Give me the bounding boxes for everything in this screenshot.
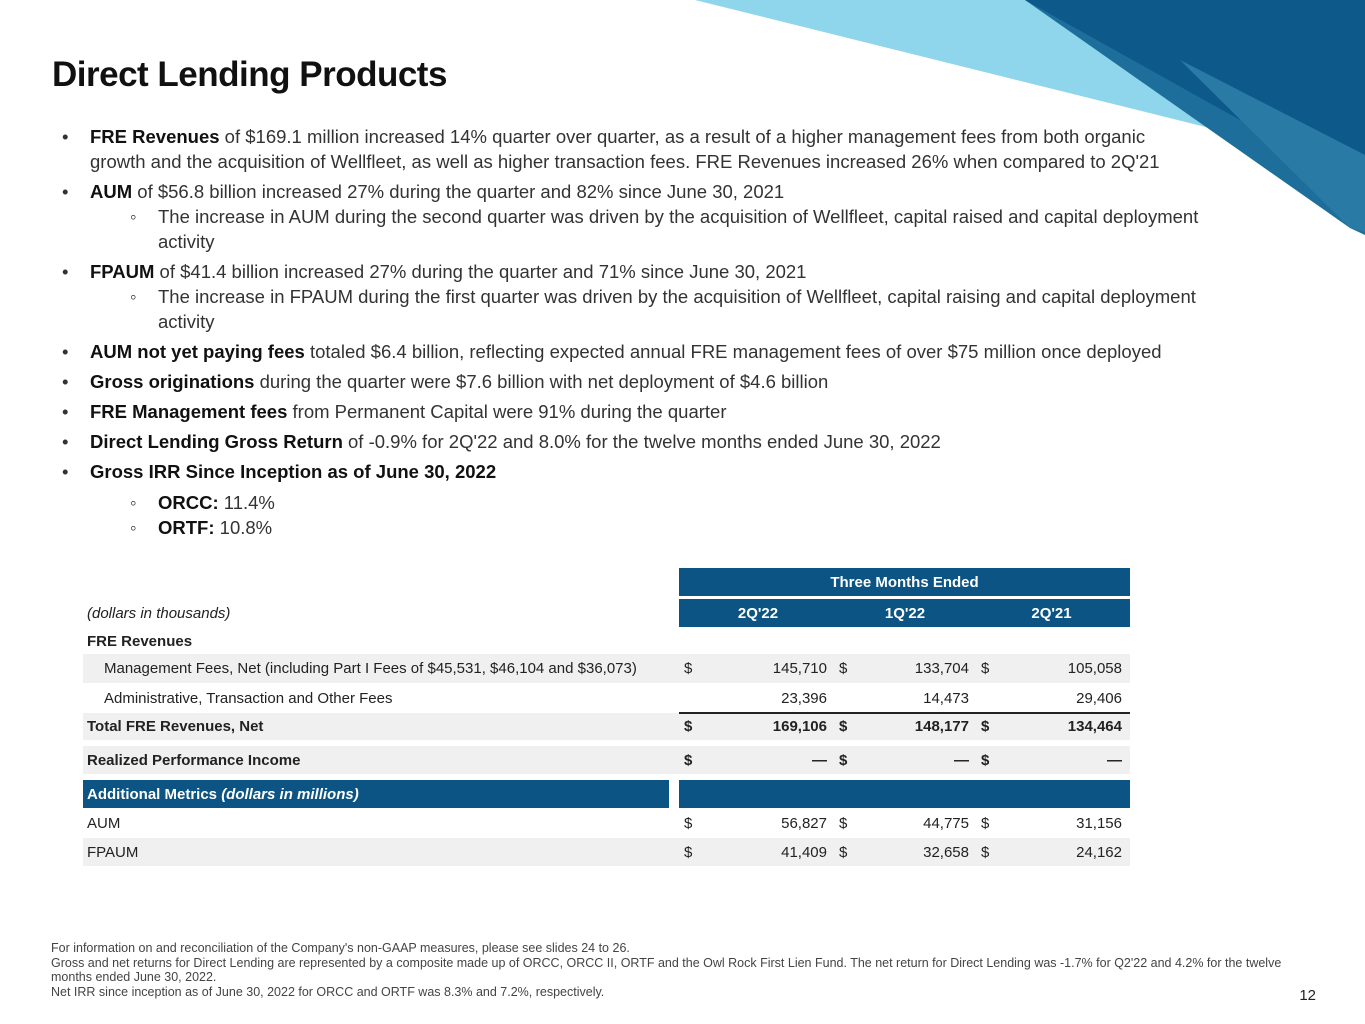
row-label-total: Total FRE Revenues, Net bbox=[87, 718, 264, 735]
value-total-2q21: 134,464 bbox=[1067, 718, 1122, 735]
table-row bbox=[83, 684, 1130, 712]
value-admin-1q22: 14,473 bbox=[923, 689, 969, 707]
footnote-2: Gross and net returns for Direct Lending are represented by a composite made up of ORCC, ORCC II, ORTF and the Owl Rock First Lien Fund. The net return for Direct Lending was -1.7% for Q2'22 and 4.2% for the twelve months ended June 30, 2022. bbox=[51, 955, 1282, 984]
bullet-gross-return: • Direct Lending Gross Return of -0.9% for 2Q'22 and 8.0% for the twelve months ended June 30, 2022 bbox=[62, 429, 1202, 454]
metrics-header-row bbox=[83, 780, 1130, 808]
bullet-aum: • AUM of $56.8 billion increased 27% during the quarter and 82% since June 30, 2021 bbox=[62, 179, 1202, 204]
table-column-header-row bbox=[83, 599, 1130, 627]
row-label-performance: Realized Performance Income bbox=[87, 751, 301, 769]
value-total-2q22: 169,106 bbox=[772, 718, 827, 735]
value-admin-2q21: 29,406 bbox=[1076, 689, 1122, 707]
footnote-1: For information on and reconciliation of the Company's non-GAAP measures, please see slides 24 to 26. bbox=[51, 941, 630, 955]
bullet-fre-management-fees: • FRE Management fees from Permanent Capital were 91% during the quarter bbox=[62, 399, 1202, 424]
currency-sign: $ bbox=[684, 814, 693, 832]
sub-bullet-ortf: ◦ ORTF: 10.8% bbox=[62, 515, 1202, 540]
row-label-mgmt-fees: Management Fees, Net (including Part I Fees of $45,531, $46,104 and $36,073) bbox=[104, 660, 637, 677]
table-row-performance bbox=[83, 746, 1130, 774]
row-label-admin-fees: Administrative, Transaction and Other Fees bbox=[104, 689, 393, 707]
row-label-aum: AUM bbox=[87, 814, 121, 832]
bullet-fre-revenues: • FRE Revenues of $169.1 million increased 14% quarter over quarter, as a result of a higher management fees from both organic growth and the acquisition of Wellfleet, as well as higher transaction fees. FRE Revenues increased 26% when compared to 2Q'21 bbox=[62, 124, 1202, 174]
sub-bullet-aum: ◦ The increase in AUM during the second quarter was driven by the acquisition of Wellfleet, capital raised and capital deployment activity bbox=[62, 204, 1202, 254]
value-fpaum-2q21: 24,162 bbox=[1076, 843, 1122, 861]
col-header-2q22: 2Q'22 bbox=[737, 604, 779, 622]
value-mgmt-2q21: 105,058 bbox=[1067, 660, 1122, 677]
section-row bbox=[83, 628, 1130, 655]
col-header-2q21: 2Q'21 bbox=[1031, 604, 1072, 622]
table-row bbox=[83, 809, 1130, 837]
currency-sign: $ bbox=[839, 718, 848, 735]
bullet-gross-irr: • Gross IRR Since Inception as of June 30, 2022 bbox=[62, 459, 1202, 484]
currency-sign: $ bbox=[684, 843, 693, 861]
metrics-header: Additional Metrics (dollars in millions) bbox=[83, 780, 669, 808]
value-total-1q22: 148,177 bbox=[914, 718, 969, 735]
group-header: Three Months Ended bbox=[679, 568, 1130, 596]
bullet-list bbox=[62, 124, 1202, 540]
value-perf-1q22: — bbox=[954, 751, 969, 769]
section-label: FRE Revenues bbox=[87, 633, 193, 650]
value-aum-2q22: 56,827 bbox=[781, 814, 827, 832]
value-fpaum-2q22: 41,409 bbox=[781, 843, 827, 861]
currency-sign: $ bbox=[839, 814, 848, 832]
value-mgmt-2q22: 145,710 bbox=[772, 660, 827, 677]
bullet-aum-not-paying: • AUM not yet paying fees totaled $6.4 billion, reflecting expected annual FRE management fees of over $75 million once deployed bbox=[62, 339, 1202, 364]
value-admin-2q22: 23,396 bbox=[781, 689, 827, 707]
page-number: 12 bbox=[1299, 987, 1316, 1004]
currency-sign: $ bbox=[981, 751, 990, 769]
currency-sign: $ bbox=[839, 751, 848, 769]
sub-bullet-fpaum: ◦ The increase in FPAUM during the first quarter was driven by the acquisition of Wellfleet, capital raising and capital deployment activity bbox=[62, 284, 1202, 334]
bullet-fpaum: • FPAUM of $41.4 billion increased 27% during the quarter and 71% since June 30, 2021 bbox=[62, 259, 1202, 284]
currency-sign: $ bbox=[839, 660, 848, 677]
metrics-header-band bbox=[679, 780, 1130, 808]
value-mgmt-1q22: 133,704 bbox=[914, 660, 969, 677]
currency-sign: $ bbox=[839, 843, 848, 861]
bullet-gross-originations: • Gross originations during the quarter were $7.6 billion with net deployment of $4.6 billion bbox=[62, 369, 1202, 394]
table-row bbox=[83, 654, 1130, 683]
currency-sign: $ bbox=[981, 814, 990, 832]
currency-sign: $ bbox=[684, 718, 693, 735]
currency-sign: $ bbox=[684, 660, 693, 677]
page-title: Direct Lending Products bbox=[52, 55, 447, 94]
row-label-fpaum: FPAUM bbox=[87, 843, 139, 861]
currency-sign: $ bbox=[981, 660, 990, 677]
value-aum-1q22: 44,775 bbox=[923, 814, 969, 832]
value-perf-2q22: — bbox=[812, 751, 827, 769]
sub-bullet-orcc: ◦ ORCC: 11.4% bbox=[62, 490, 1202, 515]
units-label: (dollars in thousands) bbox=[87, 604, 231, 622]
table-group-header-row bbox=[83, 568, 1130, 596]
col-header-1q22: 1Q'22 bbox=[884, 604, 926, 622]
table-row bbox=[83, 838, 1130, 866]
value-perf-2q21: — bbox=[1107, 751, 1122, 769]
value-fpaum-1q22: 32,658 bbox=[923, 843, 969, 861]
footnotes bbox=[51, 941, 1301, 999]
currency-sign: $ bbox=[981, 843, 990, 861]
currency-sign: $ bbox=[981, 718, 990, 735]
footnote-3: Net IRR since inception as of June 30, 2022 for ORCC and ORTF was 8.3% and 7.2%, respectively. bbox=[51, 984, 605, 999]
table-row-total bbox=[83, 713, 1130, 740]
value-aum-2q21: 31,156 bbox=[1076, 814, 1122, 832]
currency-sign: $ bbox=[684, 751, 693, 769]
